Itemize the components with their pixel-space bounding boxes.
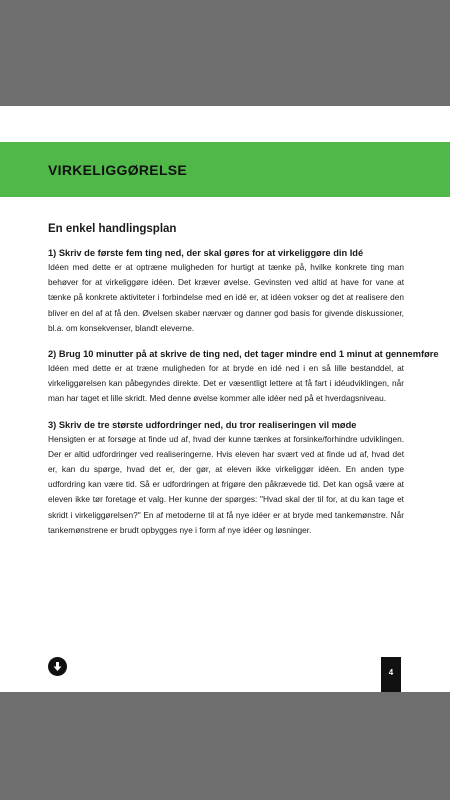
download-button[interactable] (48, 657, 67, 676)
step-body: Hensigten er at forsøge at finde ud af, hvad der kunne tænkes at forsinke/forhindre udviklingen. Der er altid udfordringer ved realiseringerne. Hvis eleven har svært ved at finde ud af, hvad det er, kan du spørge, hvad det er, der gør, at eleven ikke virkeliggør idéen. En anden type udfordring kan være tid. Så er udfordringen at frigøre den påkrævede tid. Det kan også være at eleven ikke tør foretage et valg. Her kunne der spørges: "Hvad skal der til for, at du kan tage et skridt i virkeliggørelsen?" En af metoderne til at få nye idéer er at bryde med tankemønstre. Når tankemønstrene er brudt opbygges nye i form af nye idéer og løsninger. (48, 433, 404, 535)
document-page (0, 106, 450, 692)
page-number: 4 (388, 668, 394, 677)
step-body: Idéen med dette er at optræne muligheden for hurtigt at tænke på, hvilke konkrete ting man behøver for at virkeliggøre idéen. Det kræver øvelse. Gevinsten ved altid at have for vane at tænke på konkrete aktiviteter i forbindelse med en idé er, at idéen vokser og det at realisere den bliver en del af at få den. Øvelsen skaber nærvær og danner god basis for givende diskussioner, bl.a. om konsekvenser, blandt eleverne. (48, 262, 404, 333)
download-arrow-icon (51, 660, 64, 673)
step-heading: 1) Skriv de første fem ting ned, der skal gøres for at virkeliggøre din Idé (48, 248, 364, 258)
section-title: En enkel handlingsplan (48, 223, 177, 235)
step-heading: 2) Brug 10 minutter på at skrive de ting ned, det tager mindre end 1 minut at gennemføre (48, 349, 439, 360)
step-heading: 3) Skriv de tre største udfordringer ned, du tror realiseringen vil møde (48, 419, 357, 430)
page-number-tab (381, 657, 401, 692)
step-body: Idéen med dette er at træne muligheden for at bryde en idé ned i en så lille bestanddel, at virkeliggørelsen kan påbegyndes direkte. Det er væsentligt lettere at få fart i idéudviklingen, når man har taget et lille skridt. Med denne øvelse kommer alle idéer ned på et hverdagsniveau. (48, 363, 404, 404)
page-content (48, 222, 439, 550)
step-1 (48, 247, 404, 336)
chapter-title: VIRKELIGGØRELSE (48, 162, 188, 178)
step-3 (48, 419, 404, 538)
step-2 (48, 348, 439, 407)
